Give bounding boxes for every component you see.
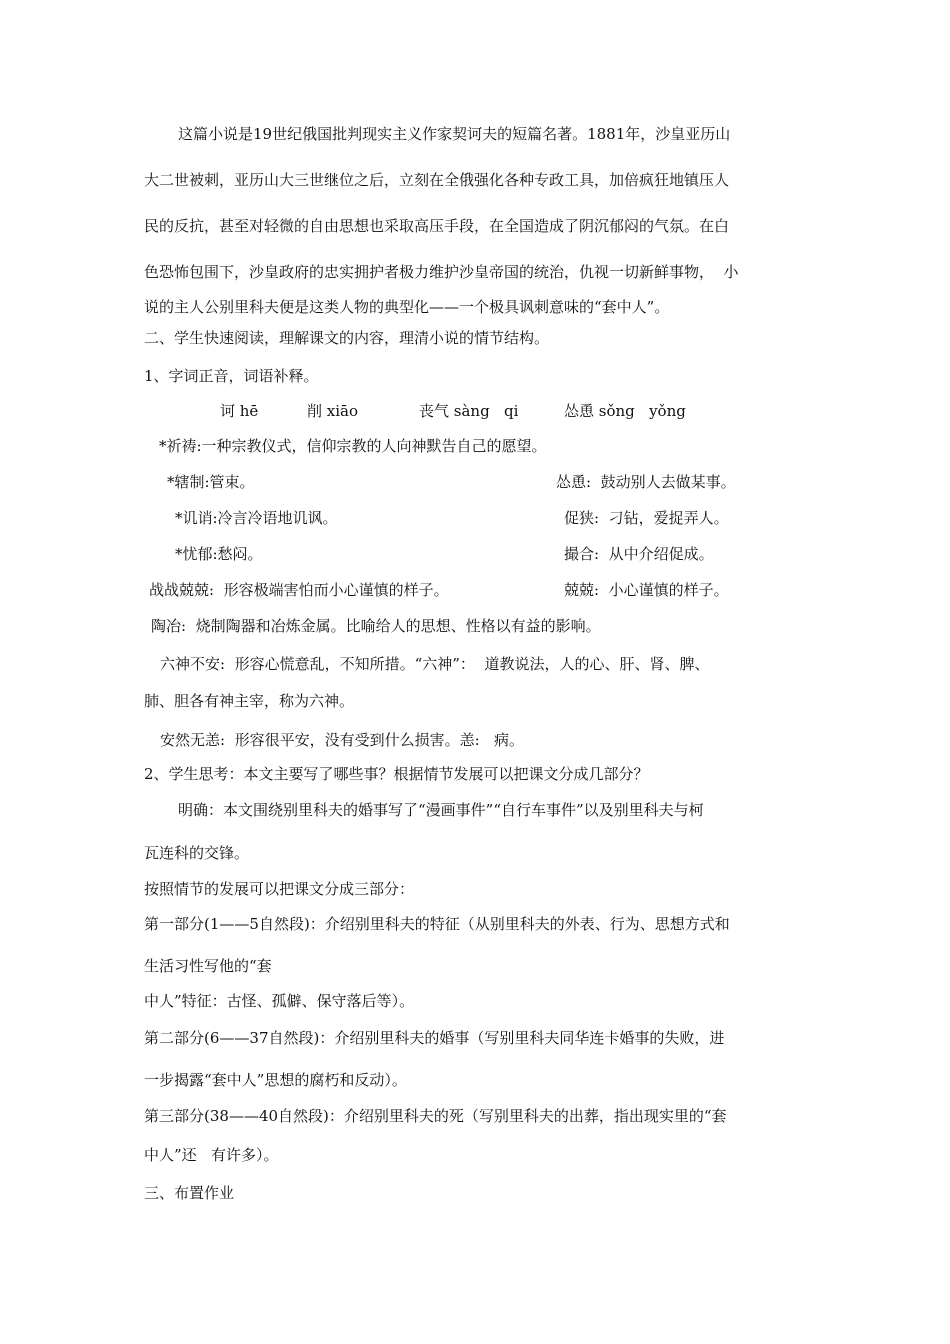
mingque-line-2: 瓦连科的交锋。 xyxy=(144,844,250,862)
pinyin-songyong: 怂恿 sǒng yǒng xyxy=(564,402,686,420)
definition-youyu: *忧郁:愁闷。 xyxy=(175,545,263,563)
definition-jixiao: *讥诮:冷言冷语地讥讽。 xyxy=(175,509,338,527)
definition-qidao: *祈祷:一种宗教仪式，信仰宗教的人向神默告自己的愿望。 xyxy=(159,437,547,455)
intro-line-2: 大二世被刺，亚历山大三世继位之后，立刻在全俄强化各种专政工具，加倍疯狂地镇压人 xyxy=(144,171,730,189)
division-intro: 按照情节的发展可以把课文分成三部分： xyxy=(144,880,415,898)
intro-line-5: 说的主人公别里科夫便是这类人物的典型化——一个极具讽刺意味的“套中人”。 xyxy=(144,298,670,316)
definition-songyong: 怂恿: 鼓动别人去做某事。 xyxy=(556,473,736,491)
pinyin-sangqi: 丧气 sàng qi xyxy=(419,402,519,420)
definition-cuxia: 促狭: 刁钻，爱捉弄人。 xyxy=(564,509,729,527)
definition-anran: 安然无恙: 形容很平安，没有受到什么损害。恙: 病。 xyxy=(160,731,524,749)
part-3-line-1: 第三部分(38——40自然段)：介绍别里科夫的死（写别里科夫的出葬，指出现实里的“套 xyxy=(144,1107,727,1125)
intro-line-1: 这篇小说是19世纪俄国批判现实主义作家契诃夫的短篇名著。1881年，沙皇亚历山 xyxy=(178,125,731,143)
definition-liushen-line-1: 六神不安: 形容心慌意乱，不知所措。“六神”： 道教说法，人的心、肝、肾、脾、 xyxy=(160,655,710,673)
part-1-line-3: 中人”特征：古怪、孤僻、保守落后等）。 xyxy=(144,992,415,1010)
item-2-heading: 2、学生思考：本文主要写了哪些事？根据情节发展可以把课文分成几部分？ xyxy=(144,765,649,783)
intro-line-3: 民的反抗，甚至对轻微的自由思想也采取高压手段，在全国造成了阴沉郁闷的气氛。在白 xyxy=(144,217,730,235)
definition-liushen-line-2: 肺、胆各有神主宰，称为六神。 xyxy=(144,692,355,710)
pinyin-xiao: 削 xiāo xyxy=(307,402,358,420)
intro-line-4: 色恐怖包围下，沙皇政府的忠实拥护者极力维护沙皇帝国的统治，仇视一切新鲜事物， 小 xyxy=(144,263,739,281)
definition-xiazhi: *辖制:管束。 xyxy=(167,473,255,491)
mingque-line-1: 明确：本文围绕别里科夫的婚事写了“漫画事件”“自行车事件”以及别里科夫与柯 xyxy=(178,801,704,819)
part-3-line-2: 中人”还 有许多）。 xyxy=(144,1146,279,1164)
definition-cuohe: 撮合: 从中介绍促成。 xyxy=(564,545,714,563)
section-3-heading: 三、布置作业 xyxy=(144,1184,235,1202)
definition-taoye: 陶冶: 烧制陶器和冶炼金属。比喻给人的思想、性格以有益的影响。 xyxy=(151,617,601,635)
part-1-line-2: 生活习性写他的“套 xyxy=(144,957,272,975)
part-2-line-2: 一步揭露“套中人”思想的腐朽和反动）。 xyxy=(144,1071,407,1089)
section-2-heading: 二、学生快速阅读，理解课文的内容，理清小说的情节结构。 xyxy=(144,329,550,347)
part-1-line-1: 第一部分(1——5自然段)：介绍别里科夫的特征（从别里科夫的外表、行为、思想方式和 xyxy=(144,915,730,933)
definition-zhanzhanjingjing: 战战兢兢: 形容极端害怕而小心谨慎的样子。 xyxy=(149,581,449,599)
part-2-line-1: 第二部分(6——37自然段)：介绍别里科夫的婚事（写别里科夫同华连卡婚事的失败，进 xyxy=(144,1029,725,1047)
definition-jingjing: 兢兢: 小心谨慎的样子。 xyxy=(564,581,729,599)
item-1-heading: 1、字词正音，词语补释。 xyxy=(144,367,319,385)
pinyin-he: 诃 hē xyxy=(220,402,259,420)
